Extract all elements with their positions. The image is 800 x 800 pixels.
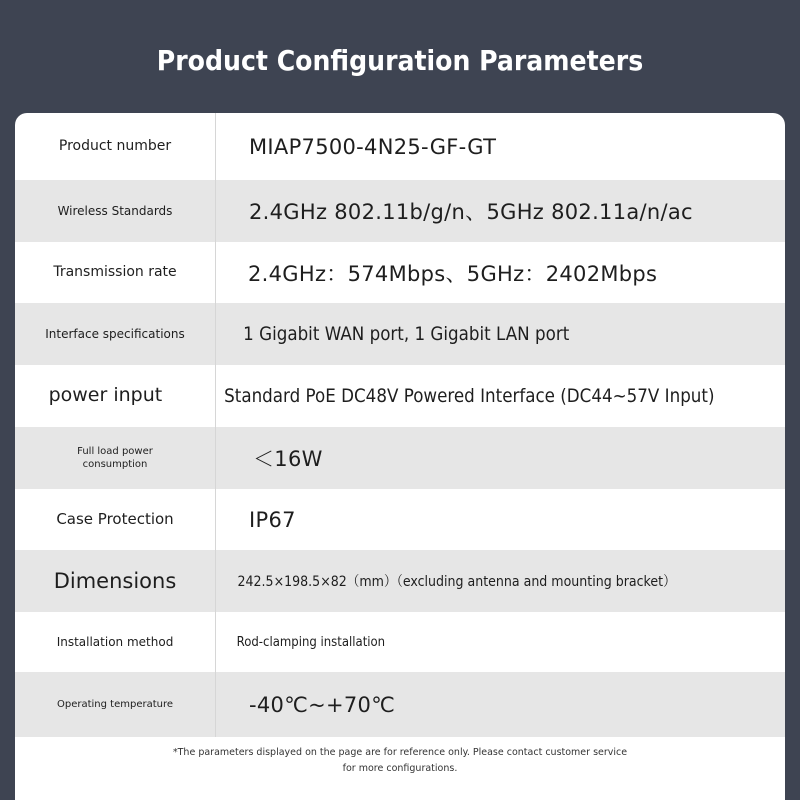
row-value: 242.5×198.5×82（mm）（excluding antenna and mounting bracket）: [237, 574, 676, 590]
row-label: Transmission rate: [53, 264, 177, 281]
row-value: -40℃~+70℃: [249, 692, 396, 717]
row-value: Rod-clamping installation: [236, 634, 386, 650]
row-label: Full load power consumption: [77, 445, 153, 470]
row-label: Operating temperature: [56, 698, 174, 710]
parameters-table: [15, 113, 785, 800]
row-value: 2.4GHz：574Mbps、5GHz：2402Mbps: [248, 261, 658, 286]
table-row: [15, 427, 785, 489]
row-value: Standard PoE DC48V Powered Interface (DC44~57V Input): [223, 385, 715, 407]
table-row: [15, 612, 785, 672]
table-row: [15, 242, 785, 303]
page-title: Product Configuration Parameters: [156, 44, 644, 77]
row-value: ＜16W: [253, 447, 323, 471]
row-value: 2.4GHz 802.11b/g/n、5GHz 802.11a/n/ac: [249, 200, 693, 224]
footnote: *The parameters displayed on the page are for reference only. Please contact customer service for more configurations.: [172, 747, 628, 774]
row-label: Product number: [58, 138, 172, 155]
table-row: [15, 365, 785, 427]
column-divider: [215, 113, 216, 737]
row-label: Installation method: [56, 634, 174, 649]
row-value: IP67: [249, 507, 296, 532]
table-row: [15, 489, 785, 550]
row-label: Wireless Standards: [57, 203, 173, 218]
row-label: Interface specifications: [45, 326, 185, 341]
row-value: 1 Gigabit WAN port, 1 Gigabit LAN port: [243, 323, 570, 345]
table-row: [15, 113, 785, 180]
table-row: [15, 180, 785, 242]
row-label: Dimensions: [53, 568, 177, 593]
table-row: [15, 550, 785, 612]
row-label: Case Protection: [56, 510, 174, 529]
row-label: power input: [48, 384, 163, 407]
table-row: [15, 303, 785, 365]
table-row: [15, 672, 785, 737]
row-value: MIAP7500-4N25-GF-GT: [249, 134, 497, 159]
